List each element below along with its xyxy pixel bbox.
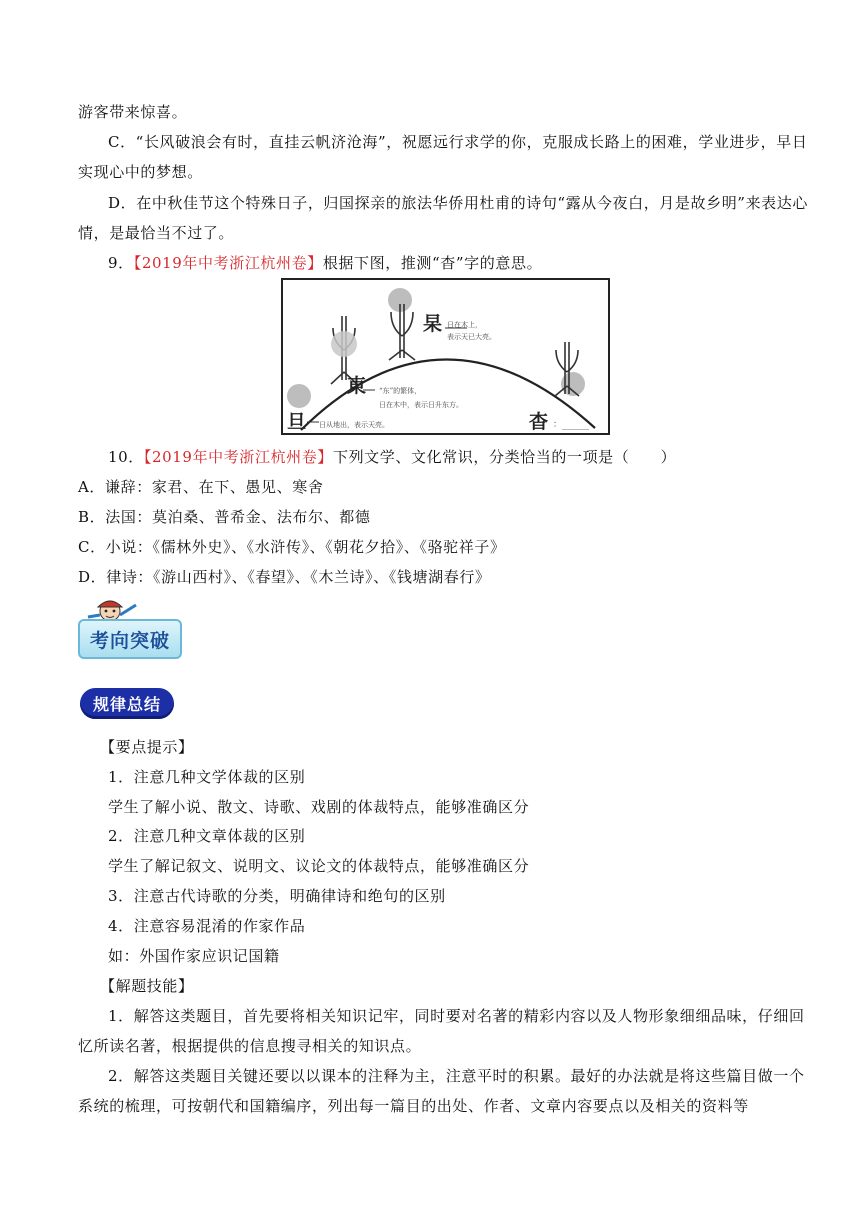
question-10	[108, 447, 784, 467]
skill-1-line1: 1．解答这类题目，首先要将相关知识记牢，同时要对名著的精彩内容以及人物形象细细品味，仔细回	[108, 1007, 805, 1025]
point-1: 1．注意几种文学体裁的区别	[108, 768, 306, 786]
question-9-text: 根据下图，推测“杳”字的意思。	[322, 254, 543, 272]
question-10-source: 【2019年中考浙江杭州卷】	[143, 448, 333, 466]
points-heading: 【要点提示】	[100, 738, 194, 756]
sun-left	[287, 384, 311, 408]
skill-2-line2: 系统的梳理，可按朝代和国籍编序，列出每一篇目的出处、作者、文章内容要点以及相关的资料等	[78, 1097, 749, 1115]
option-c-line1: C．“长风破浪会有时，直挂云帆济沧海”，祝愿远行求学的你，克服成长路上的困难，学业进步，早日	[108, 133, 808, 151]
section-banner	[76, 599, 184, 663]
banner-box	[78, 619, 182, 659]
section-badge	[80, 688, 174, 719]
note-gao-1: 日在木上，	[447, 321, 482, 329]
skills-heading: 【解题技能】	[100, 977, 194, 995]
point-3: 3．注意古代诗歌的分类，明确律诗和绝句的区别	[108, 887, 446, 905]
char-yao: 杳	[529, 411, 549, 433]
note-gao-2: 表示天已大亮。	[447, 333, 496, 341]
skill-1-line2: 忆所读名著，根据提供的信息搜寻相关的知识点。	[78, 1037, 422, 1055]
banner-title: 考向突破	[89, 629, 170, 652]
point-2: 2．注意几种文章体裁的区别	[108, 827, 306, 845]
note-dong-1: “东”的繁体，	[379, 387, 422, 395]
char-dan: 旦	[287, 411, 307, 433]
question-9	[108, 253, 784, 273]
option-b-tail: 游客带来惊喜。	[78, 103, 188, 121]
point-4-detail: 如：外国作家应识记国籍	[108, 947, 280, 965]
char-gao: 杲	[423, 313, 443, 335]
question-10-number: 10．	[108, 448, 144, 466]
skill-2-line1: 2．解答这类题目关键还要以以课本的注释为主，注意平时的积累。最好的办法就是将这些篇目做一个	[108, 1067, 805, 1085]
note-dan: 日从地出，表示天亮。	[319, 421, 389, 429]
character-diagram	[281, 278, 610, 435]
hill-and-trees-drawing	[283, 280, 610, 435]
point-2-detail: 学生了解记叙文、说明文、议论文的体裁特点，能够准确区分	[108, 857, 530, 875]
option-d: D．律诗：《游山西村》、《春望》、《木兰诗》、《钱塘湖春行》	[78, 568, 491, 586]
option-d-line1: D．在中秋佳节这个特殊日子，归国探亲的旅法华侨用杜甫的诗句“露从今夜白，月是故乡明”来表达心	[108, 194, 808, 212]
option-a: A．谦辞：家君、在下、愚见、寒舍	[78, 478, 324, 496]
option-d-line2: 情，是最恰当不过了。	[78, 224, 235, 242]
point-4: 4．注意容易混淆的作家作品	[108, 917, 306, 935]
tree-middle	[389, 304, 415, 360]
point-1-detail: 学生了解小说、散文、诗歌、戏剧的体裁特点，能够准确区分	[108, 798, 530, 816]
option-b: B．法国：莫泊桑、普希金、法布尔、都德	[78, 508, 371, 526]
question-9-source: 【2019年中考浙江杭州卷】	[133, 254, 323, 272]
option-c: C．小说：《儒林外史》、《水浒传》、《朝花夕拾》、《骆驼祥子》	[78, 538, 506, 556]
section-badge-label: 规律总结	[92, 695, 161, 714]
note-dong-2: 日在木中，表示日升东方。	[379, 401, 463, 409]
answer-blank: ：______	[553, 420, 590, 430]
question-9-number: 9．	[108, 254, 134, 272]
question-10-text: 下列文学、文化常识，分类恰当的一项是（ ）	[332, 448, 677, 466]
option-c-line2: 实现心中的梦想。	[78, 163, 203, 181]
char-dong: 東	[347, 375, 367, 397]
